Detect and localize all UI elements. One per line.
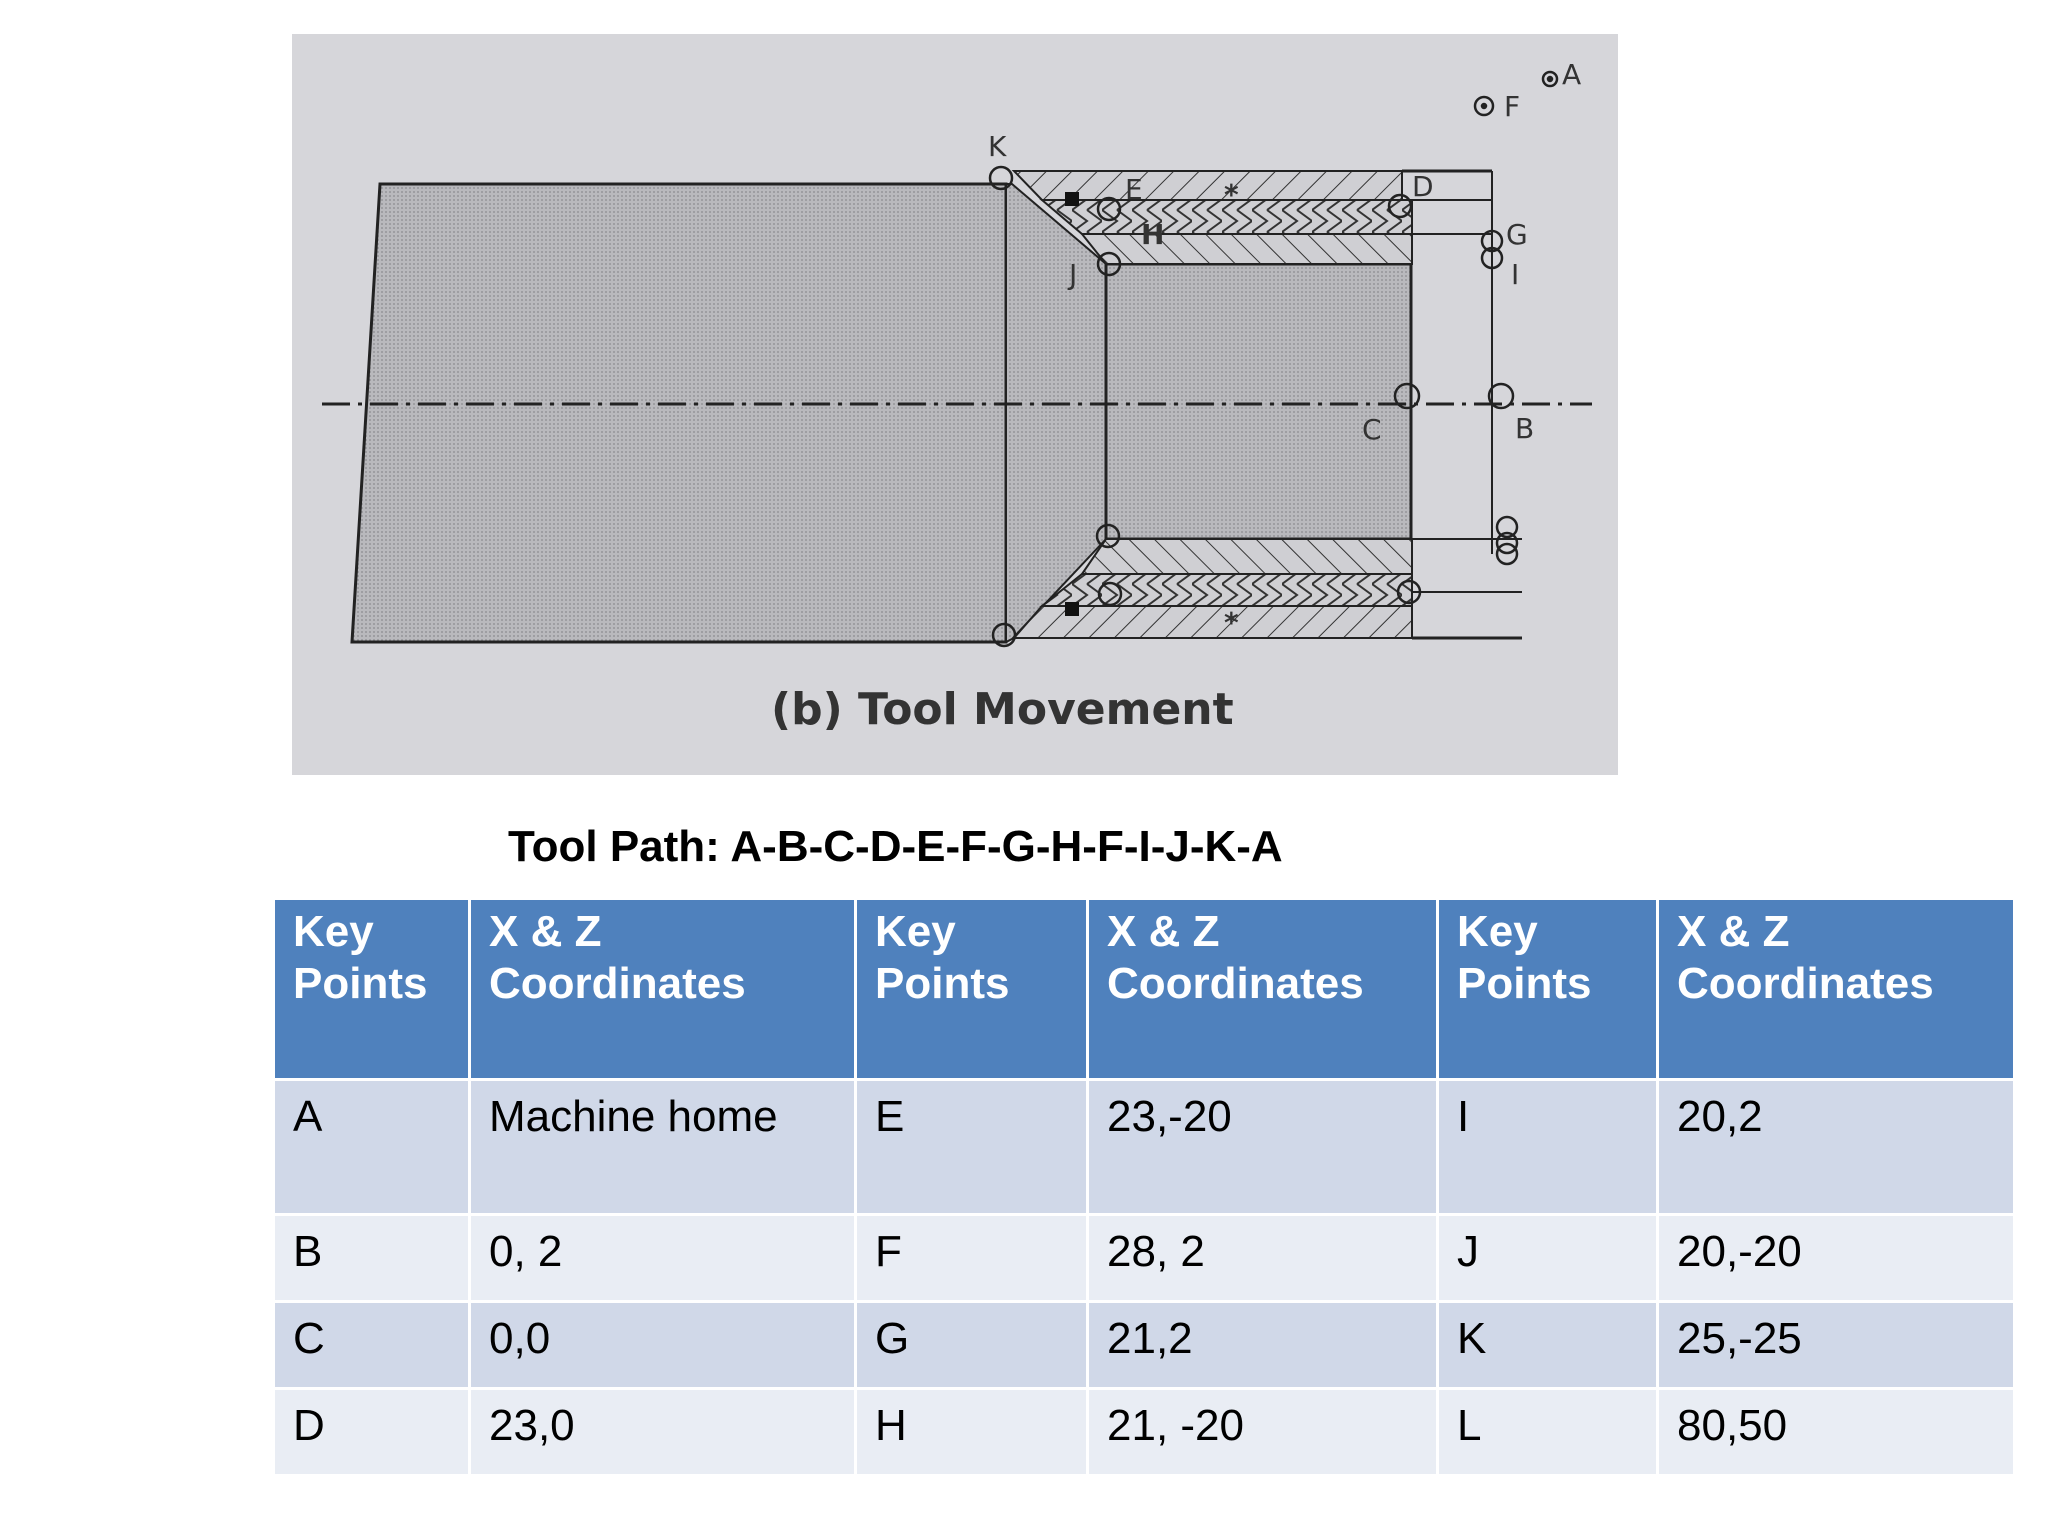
table-cell: 0, 2	[470, 1215, 856, 1302]
figure-caption: (b) Tool Movement	[771, 684, 1234, 735]
coordinate-table	[272, 897, 2016, 1477]
table-cell: Machine home	[470, 1080, 856, 1215]
bottom-layer-inner	[1082, 539, 1412, 574]
table-cell: 21, -20	[1088, 1389, 1438, 1476]
tool-movement-diagram	[292, 34, 1618, 775]
table-cell: 28, 2	[1088, 1215, 1438, 1302]
table-cell: 0,0	[470, 1302, 856, 1389]
bore-section	[1106, 264, 1411, 539]
table-cell: 25,-25	[1658, 1302, 2015, 1389]
table-cell: E	[856, 1080, 1088, 1215]
table-cell: L	[1438, 1389, 1658, 1476]
table-cell: 23,-20	[1088, 1080, 1438, 1215]
svg-text:H: H	[1141, 218, 1165, 251]
svg-text:I: I	[1511, 258, 1520, 291]
header-key-points-3: Key Points	[1438, 899, 1658, 1080]
table-cell: K	[1438, 1302, 1658, 1389]
header-coordinates-2: X & Z Coordinates	[1088, 899, 1438, 1080]
table-cell: I	[1438, 1080, 1658, 1215]
table-cell: 20,-20	[1658, 1215, 2015, 1302]
top-layer-inner	[1082, 234, 1412, 264]
svg-text:B: B	[1515, 412, 1535, 445]
table-cell: F	[856, 1215, 1088, 1302]
table-cell: C	[274, 1302, 470, 1389]
header-key-points-1: Key Points	[274, 899, 470, 1080]
bottom-layer-middle	[1042, 574, 1412, 606]
stock-body	[352, 184, 1006, 642]
svg-text:*: *	[1224, 178, 1239, 211]
svg-text:G: G	[1506, 218, 1528, 251]
svg-text:J: J	[1069, 258, 1078, 291]
header-coordinates-3: X & Z Coordinates	[1658, 899, 2015, 1080]
table-cell: G	[856, 1302, 1088, 1389]
table-cell: D	[274, 1389, 470, 1476]
table-cell: B	[274, 1215, 470, 1302]
square-marker-top	[1065, 192, 1079, 206]
table-row	[274, 1215, 2015, 1302]
table-cell: 23,0	[470, 1389, 856, 1476]
svg-text:F: F	[1504, 90, 1521, 123]
header-coordinates-1: X & Z Coordinates	[470, 899, 856, 1080]
header-key-points-2: Key Points	[856, 899, 1088, 1080]
table-cell: H	[856, 1389, 1088, 1476]
table-cell: 21,2	[1088, 1302, 1438, 1389]
svg-text:K: K	[988, 130, 1007, 163]
table-row	[274, 1302, 2015, 1389]
table-row	[274, 1389, 2015, 1476]
svg-text:E: E	[1125, 173, 1143, 206]
table-cell: 80,50	[1658, 1389, 2015, 1476]
svg-text:D: D	[1412, 170, 1434, 203]
table-cell: 20,2	[1658, 1080, 2015, 1215]
svg-text:*: *	[1224, 606, 1239, 639]
tool-path-label: Tool Path: A-B-C-D-E-F-G-H-F-I-J-K-A	[508, 822, 1283, 871]
table-row	[274, 1080, 2015, 1215]
svg-text:A: A	[1562, 58, 1582, 91]
table-cell: A	[274, 1080, 470, 1215]
table-header-row	[274, 899, 2015, 1080]
table-cell: J	[1438, 1215, 1658, 1302]
square-marker-bottom	[1065, 602, 1079, 616]
svg-text:C: C	[1362, 413, 1382, 446]
